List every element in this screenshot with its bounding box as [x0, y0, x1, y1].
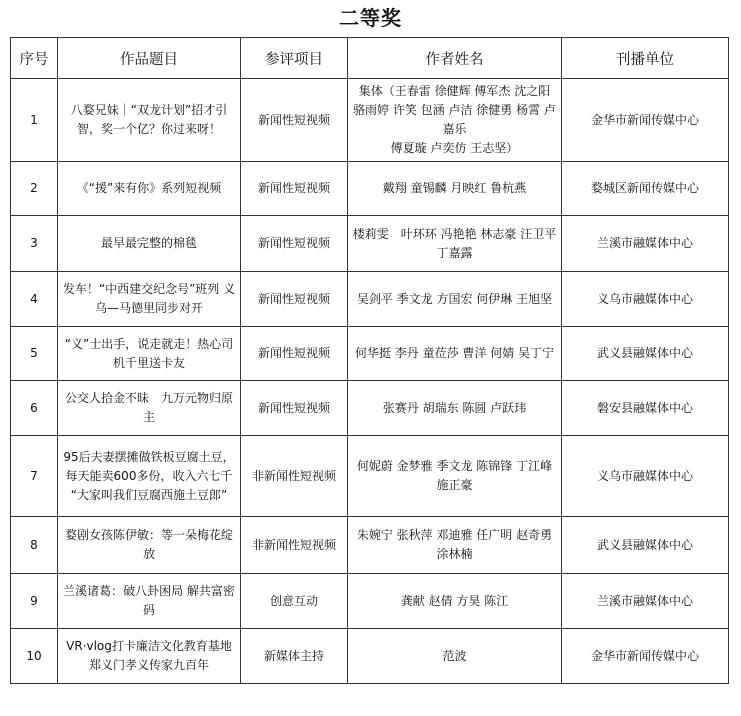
- table-row: [11, 381, 729, 436]
- row-publisher: 武义县融媒体中心: [562, 517, 729, 574]
- header-index: 序号: [11, 38, 58, 79]
- row-category: 新闻性短视频: [241, 381, 348, 436]
- header-category: 参评项目: [241, 38, 348, 79]
- row-authors: [348, 574, 562, 629]
- row-publisher: 兰溪市融媒体中心: [562, 216, 729, 272]
- author-line: 吴剑平 季文龙 方国宏 何伊琳 王旭坚: [356, 291, 553, 306]
- author-line: 朱婉宁 张秋萍 邓迪雅 任广明 赵奇勇 涂林楠: [356, 528, 553, 561]
- row-category: 新闻性短视频: [241, 327, 348, 381]
- author-line: 张赛丹 胡瑞东 陈圆 卢跃玮: [382, 400, 527, 415]
- row-work: 婺剧女孩陈伊敏：等一朵梅花绽放: [58, 517, 241, 574]
- row-work: VR·vlog打卡廉洁文化教育基地 郑义门孝义传家九百年: [58, 629, 241, 684]
- author-line: 傅夏璇 卢奕仿 王志坚）: [390, 141, 519, 155]
- table-row: [11, 327, 729, 381]
- table-row: [11, 162, 729, 216]
- row-category: 新闻性短视频: [241, 216, 348, 272]
- author-line: 范波: [442, 648, 467, 663]
- author-line: 戴翔 童锡麟 月映红 鲁杭燕: [382, 181, 527, 195]
- author-line: 集体（王春雷 徐健辉 傅军杰 沈之阳 骆雨婷 许笑 包涵 卢洁 徐健勇 杨霄 卢嘉乐: [353, 84, 556, 136]
- author-line: 楼莉雯 叶环环 冯艳艳 林志豪 汪卫平 丁嘉露: [352, 226, 557, 260]
- row-authors: [348, 436, 562, 517]
- row-publisher: 金华市新闻传媒中心: [562, 79, 729, 162]
- row-work: “义”士出手，说走就走！热心司机千里送卡友: [58, 327, 241, 381]
- table-row: [11, 574, 729, 629]
- row-authors: [348, 381, 562, 436]
- row-index: 5: [11, 327, 58, 381]
- row-work: 发车！“中西建交纪念号”班列 义乌—马德里同步对开: [58, 272, 241, 327]
- award-table: [10, 37, 729, 684]
- author-line: 龚献 赵倩 方昊 陈江: [400, 593, 509, 608]
- row-index: 1: [11, 79, 58, 162]
- row-category: 新闻性短视频: [241, 79, 348, 162]
- row-index: 4: [11, 272, 58, 327]
- table-row: [11, 629, 729, 684]
- row-authors: [348, 629, 562, 684]
- row-index: 8: [11, 517, 58, 574]
- row-authors: [348, 79, 562, 162]
- row-publisher: 金华市新闻传媒中心: [562, 629, 729, 684]
- row-category: 非新闻性短视频: [241, 517, 348, 574]
- table-row: [11, 517, 729, 574]
- row-publisher: 义乌市融媒体中心: [562, 436, 729, 517]
- row-work: 公交人拾金不昧 九万元物归原主: [58, 381, 241, 436]
- author-line: 何华挺 李丹 童莅莎 曹洋 何婧 吴丁宁: [354, 346, 555, 360]
- row-work: 最早最完整的棉毯: [58, 216, 241, 272]
- table-row: [11, 272, 729, 327]
- row-publisher: 磐安县融媒体中心: [562, 381, 729, 436]
- row-index: 7: [11, 436, 58, 517]
- header-authors: 作者姓名: [348, 38, 562, 79]
- row-work: 兰溪诸葛：破八卦困局 解共富密码: [58, 574, 241, 629]
- row-work: 八婺兄妹｜“双龙计划”招才引智，奖一个亿？你过来呀！: [58, 79, 241, 162]
- row-index: 6: [11, 381, 58, 436]
- header-work: 作品题目: [58, 38, 241, 79]
- author-line: 何妮蔚 金梦雅 季文龙 陈锦锋 丁江峰 施正豪: [356, 459, 553, 492]
- row-publisher: 义乌市融媒体中心: [562, 272, 729, 327]
- row-index: 9: [11, 574, 58, 629]
- row-category: 非新闻性短视频: [241, 436, 348, 517]
- table-row: [11, 216, 729, 272]
- header-publisher: 刊播单位: [562, 38, 729, 79]
- row-work: 《“援”来有你》系列短视频: [58, 162, 241, 216]
- row-authors: [348, 162, 562, 216]
- row-authors: [348, 517, 562, 574]
- row-authors: [348, 216, 562, 272]
- row-category: 创意互动: [241, 574, 348, 629]
- row-publisher: 婺城区新闻传媒中心: [562, 162, 729, 216]
- row-authors: [348, 327, 562, 381]
- row-index: 3: [11, 216, 58, 272]
- row-publisher: 武义县融媒体中心: [562, 327, 729, 381]
- row-work: 95后夫妻摆摊做铁板豆腐土豆，每天能卖600多份，收入六七千 “大家叫我们豆腐西施土豆郎”: [58, 436, 241, 517]
- row-publisher: 兰溪市融媒体中心: [562, 574, 729, 629]
- row-authors: [348, 272, 562, 327]
- row-index: 2: [11, 162, 58, 216]
- row-category: 新媒体主持: [241, 629, 348, 684]
- row-category: 新闻性短视频: [241, 272, 348, 327]
- row-category: 新闻性短视频: [241, 162, 348, 216]
- table-row: [11, 436, 729, 517]
- row-index: 10: [11, 629, 58, 684]
- table-row: [11, 79, 729, 162]
- table-header-row: [11, 38, 729, 79]
- page-title: 二等奖: [339, 6, 402, 30]
